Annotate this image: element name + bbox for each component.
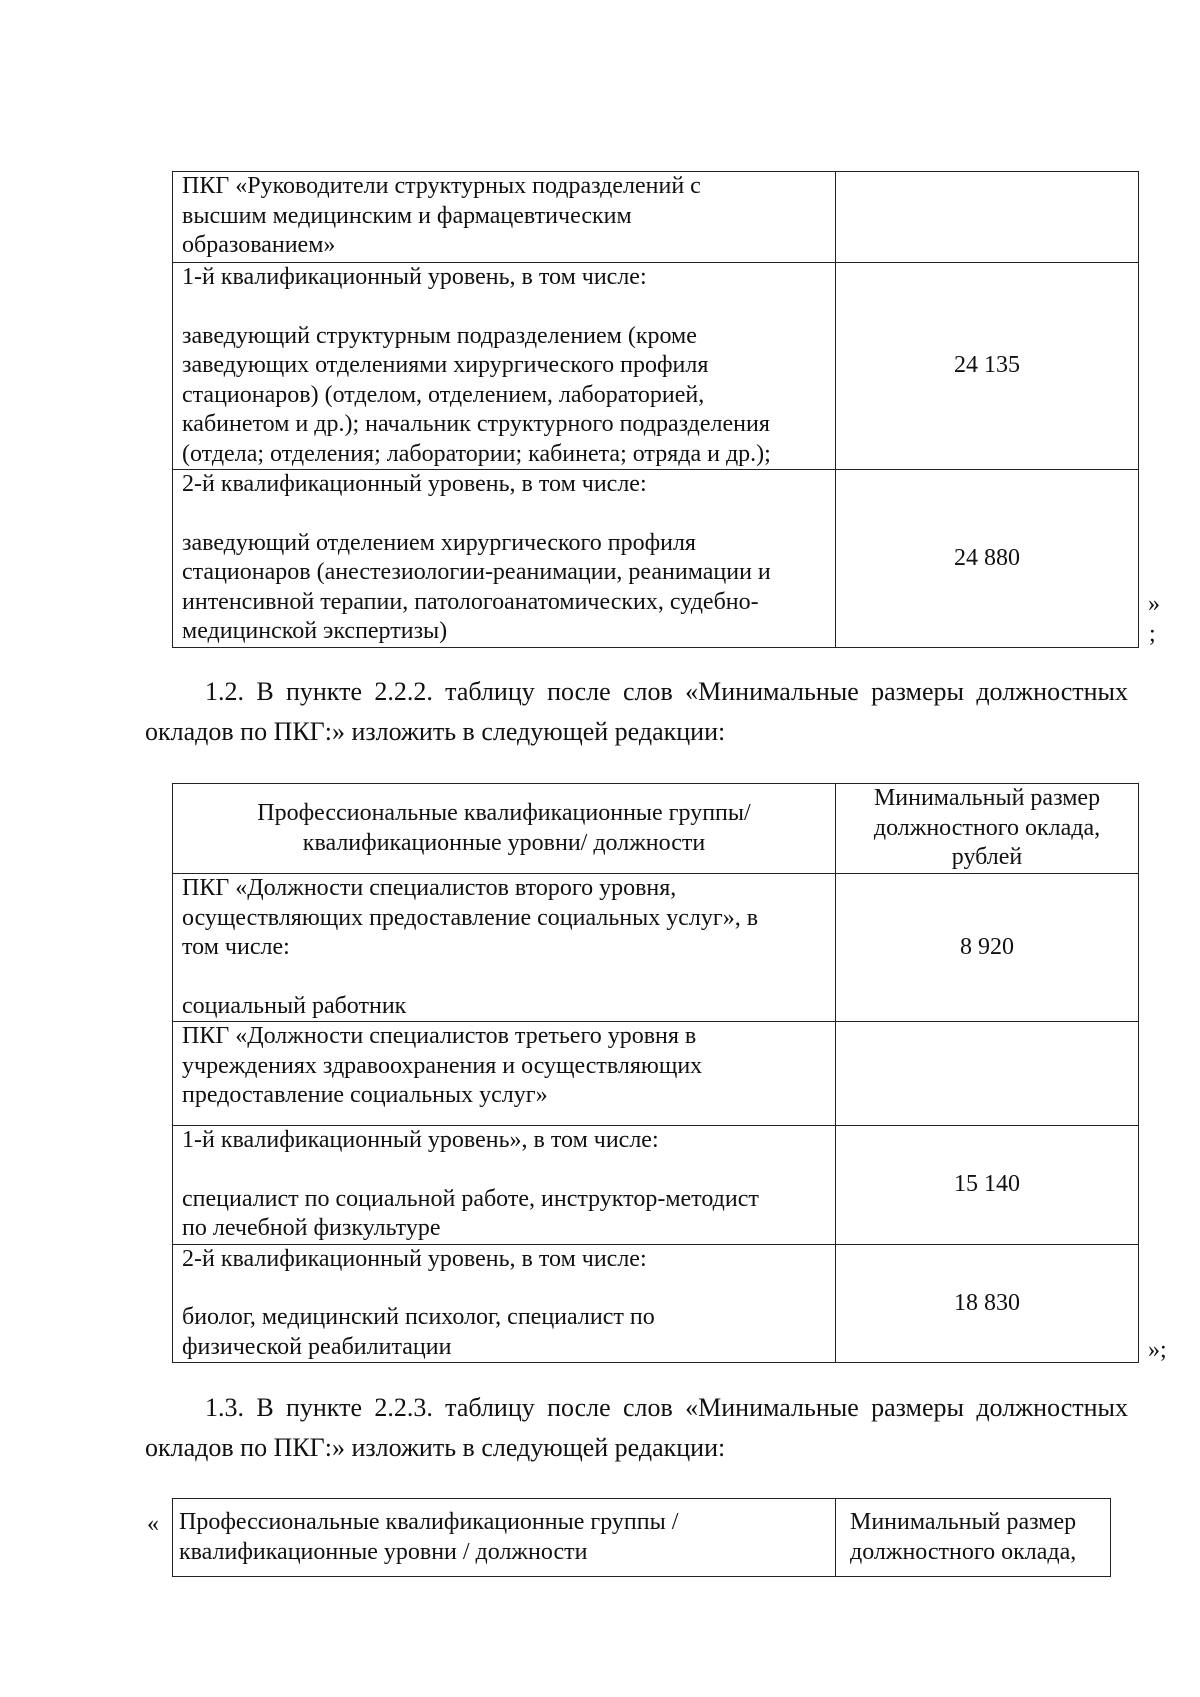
table-row	[173, 470, 1139, 648]
table-cell-value	[836, 172, 1139, 263]
table-header-cell: Минимальный размер должностного оклада,	[836, 1499, 1111, 1577]
table-1	[172, 171, 1139, 648]
table-cell-label: ПКГ «Должности специалистов второго уровня, осуществляющих предоставление социальных услуг», в том числе: социальный работник	[173, 874, 836, 1022]
table-cell-label: 2-й квалификационный уровень, в том числе: биолог, медицинский психолог, специалист по физической реабилитации	[173, 1244, 836, 1363]
table-cell-value: 15 140	[836, 1126, 1139, 1245]
table-cell-label: ПКГ «Руководители структурных подразделений с высшим медицинским и фармацевтическим образованием»	[173, 172, 836, 263]
table-header-cell: Профессиональные квалификационные группы/ квалификационные уровни/ должности	[173, 784, 836, 874]
closing-semicolon: ;	[1149, 621, 1156, 647]
table-cell-value: 18 830	[836, 1244, 1139, 1363]
table-cell-value	[836, 1022, 1139, 1126]
table-cell-value: 8 920	[836, 874, 1139, 1022]
table-row	[173, 1244, 1139, 1363]
table-header-row	[173, 784, 1139, 874]
closing-quote-mark: »	[1148, 591, 1160, 617]
table-3	[172, 1498, 1111, 1577]
table-cell-label: ПКГ «Должности специалистов третьего уровня в учреждениях здравоохранения и осуществляющих предоставление социальных услуг»	[173, 1022, 836, 1126]
paragraph-1-2: 1.2. В пункте 2.2.2. таблицу после слов «Минимальные размеры должностных окладов по ПКГ:» изложить в следующей редакции:	[145, 677, 1128, 746]
table-header-row	[173, 1499, 1111, 1577]
table-cell-label: 1-й квалификационный уровень», в том числе: специалист по социальной работе, инструктор-методист по лечебной физкультуре	[173, 1126, 836, 1245]
table-cell-value: 24 135	[836, 263, 1139, 470]
opening-quote-mark: «	[147, 1511, 159, 1537]
table-row	[173, 1126, 1139, 1245]
table-row	[173, 874, 1139, 1022]
table-2	[172, 783, 1139, 1363]
paragraph-1-3: 1.3. В пункте 2.2.3. таблицу после слов «Минимальные размеры должностных окладов по ПКГ:» изложить в следующей редакции:	[145, 1393, 1128, 1462]
table-header-cell: Минимальный размер должностного оклада, рублей	[836, 784, 1139, 874]
table-row	[173, 263, 1139, 470]
table-cell-label: 1-й квалификационный уровень, в том числе: заведующий структурным подразделением (кроме заведующих отделениями хирургического профиля стационаров) (отделом, отделением, лабораторией, кабинетом и др.); начальник структурного подразделения (отдела; отделения; лаборатории; кабинета; отряда и др.);	[173, 263, 836, 470]
closing-quote-semicolon: »;	[1148, 1337, 1167, 1363]
table-cell-label: 2-й квалификационный уровень, в том числе: заведующий отделением хирургического профиля стационаров (анестезиологии-реанимации, реанимации и интенсивной терапии, патологоанатомических, судебно- медицинской экспертизы)	[173, 470, 836, 648]
table-row	[173, 172, 1139, 263]
table-cell-value: 24 880	[836, 470, 1139, 648]
table-row	[173, 1022, 1139, 1126]
table-header-cell: Профессиональные квалификационные группы / квалификационные уровни / должности	[173, 1499, 836, 1577]
